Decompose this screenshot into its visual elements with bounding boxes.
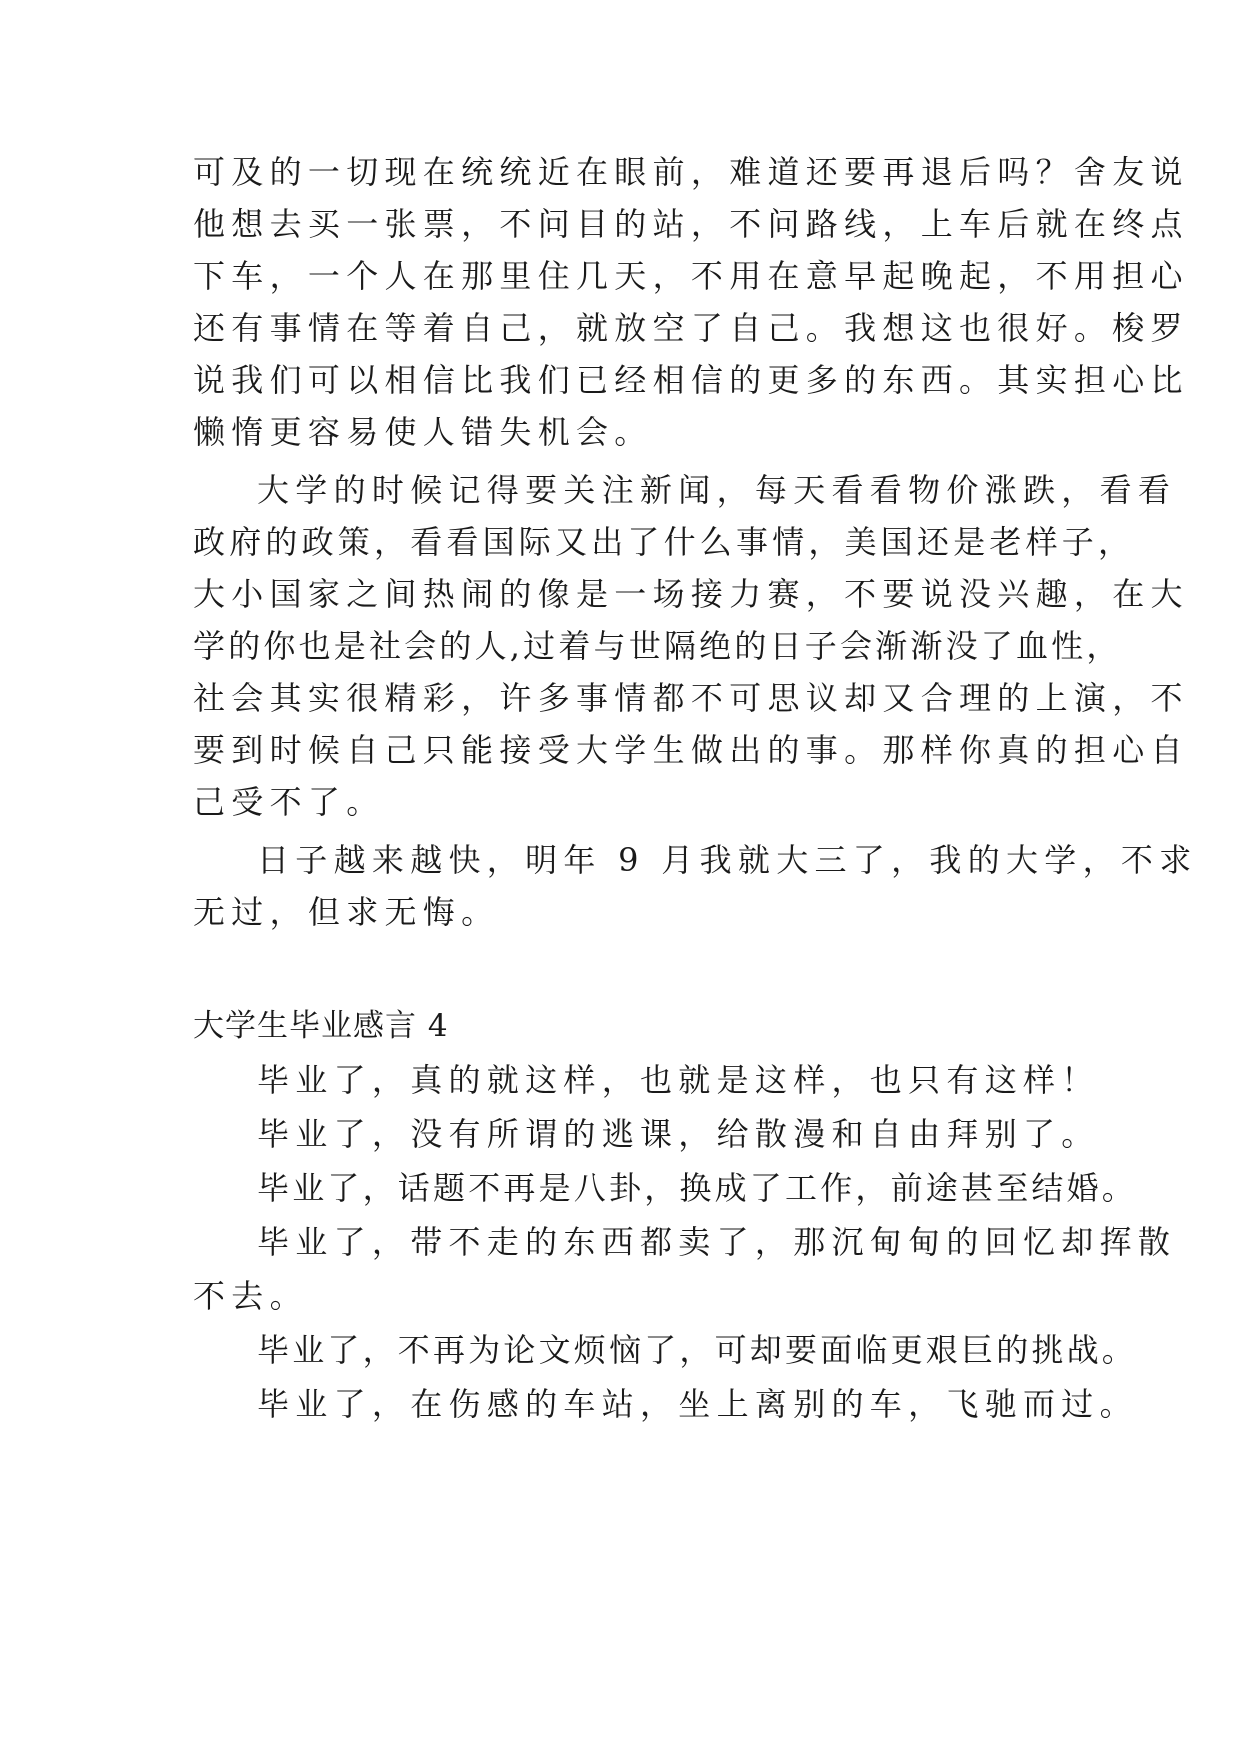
paragraph-line: 毕业了，没有所谓的逃课，给散漫和自由拜别了。 [257, 1115, 1100, 1153]
paragraph-line: 无过，但求无悔。 [193, 893, 500, 931]
paragraph-line: 不去。 [193, 1277, 308, 1315]
paragraph-line: 还有事情在等着自己，就放空了自己。我想这也很好。梭罗 [193, 309, 1189, 347]
paragraph-line: 大学的时候记得要关注新闻，每天看看物价涨跌，看看 [257, 471, 1177, 509]
paragraph-line: 他想去买一张票，不问目的站，不问路线，上车后就在终点 [193, 205, 1189, 243]
paragraph-line: 毕业了，话题不再是八卦，换成了工作，前途甚至结婚。 [257, 1169, 1138, 1207]
paragraph-line: 毕业了，带不走的东西都卖了，那沉甸甸的回忆却挥散 [257, 1223, 1177, 1261]
paragraph-line: 懒惰更容易使人错失机会。 [193, 413, 653, 451]
paragraph-line: 学的你也是社会的人,过着与世隔绝的日子会渐渐没了血性， [193, 627, 1122, 665]
paragraph-line: 日子越来越快，明年 9 月我就大三了，我的大学，不求 [257, 841, 1198, 879]
paragraph-line: 毕业了，真的就这样，也就是这样，也只有这样！ [257, 1061, 1100, 1099]
paragraph-line: 大小国家之间热闹的像是一场接力赛，不要说没兴趣，在大 [193, 575, 1189, 613]
paragraph-line: 己受不了。 [193, 783, 385, 821]
section-heading: 大学生毕业感言 4 [193, 1008, 449, 1044]
paragraph-line: 可及的一切现在统统近在眼前，难道还要再退后吗？舍友说 [193, 153, 1189, 191]
paragraph-line: 下车，一个人在那里住几天，不用在意早起晚起，不用担心 [193, 257, 1189, 295]
paragraph-line: 社会其实很精彩，许多事情都不可思议却又合理的上演，不 [193, 679, 1189, 717]
paragraph-line: 政府的政策，看看国际又出了什么事情，美国还是老样子， [193, 523, 1135, 561]
paragraph-line: 毕业了，不再为论文烦恼了，可却要面临更艰巨的挑战。 [257, 1331, 1138, 1369]
paragraph-line: 说我们可以相信比我们已经相信的更多的东西。其实担心比 [193, 361, 1189, 399]
paragraph-line: 要到时候自己只能接受大学生做出的事。那样你真的担心自 [193, 731, 1189, 769]
paragraph-line: 毕业了，在伤感的车站，坐上离别的车，飞驰而过。 [257, 1385, 1138, 1423]
